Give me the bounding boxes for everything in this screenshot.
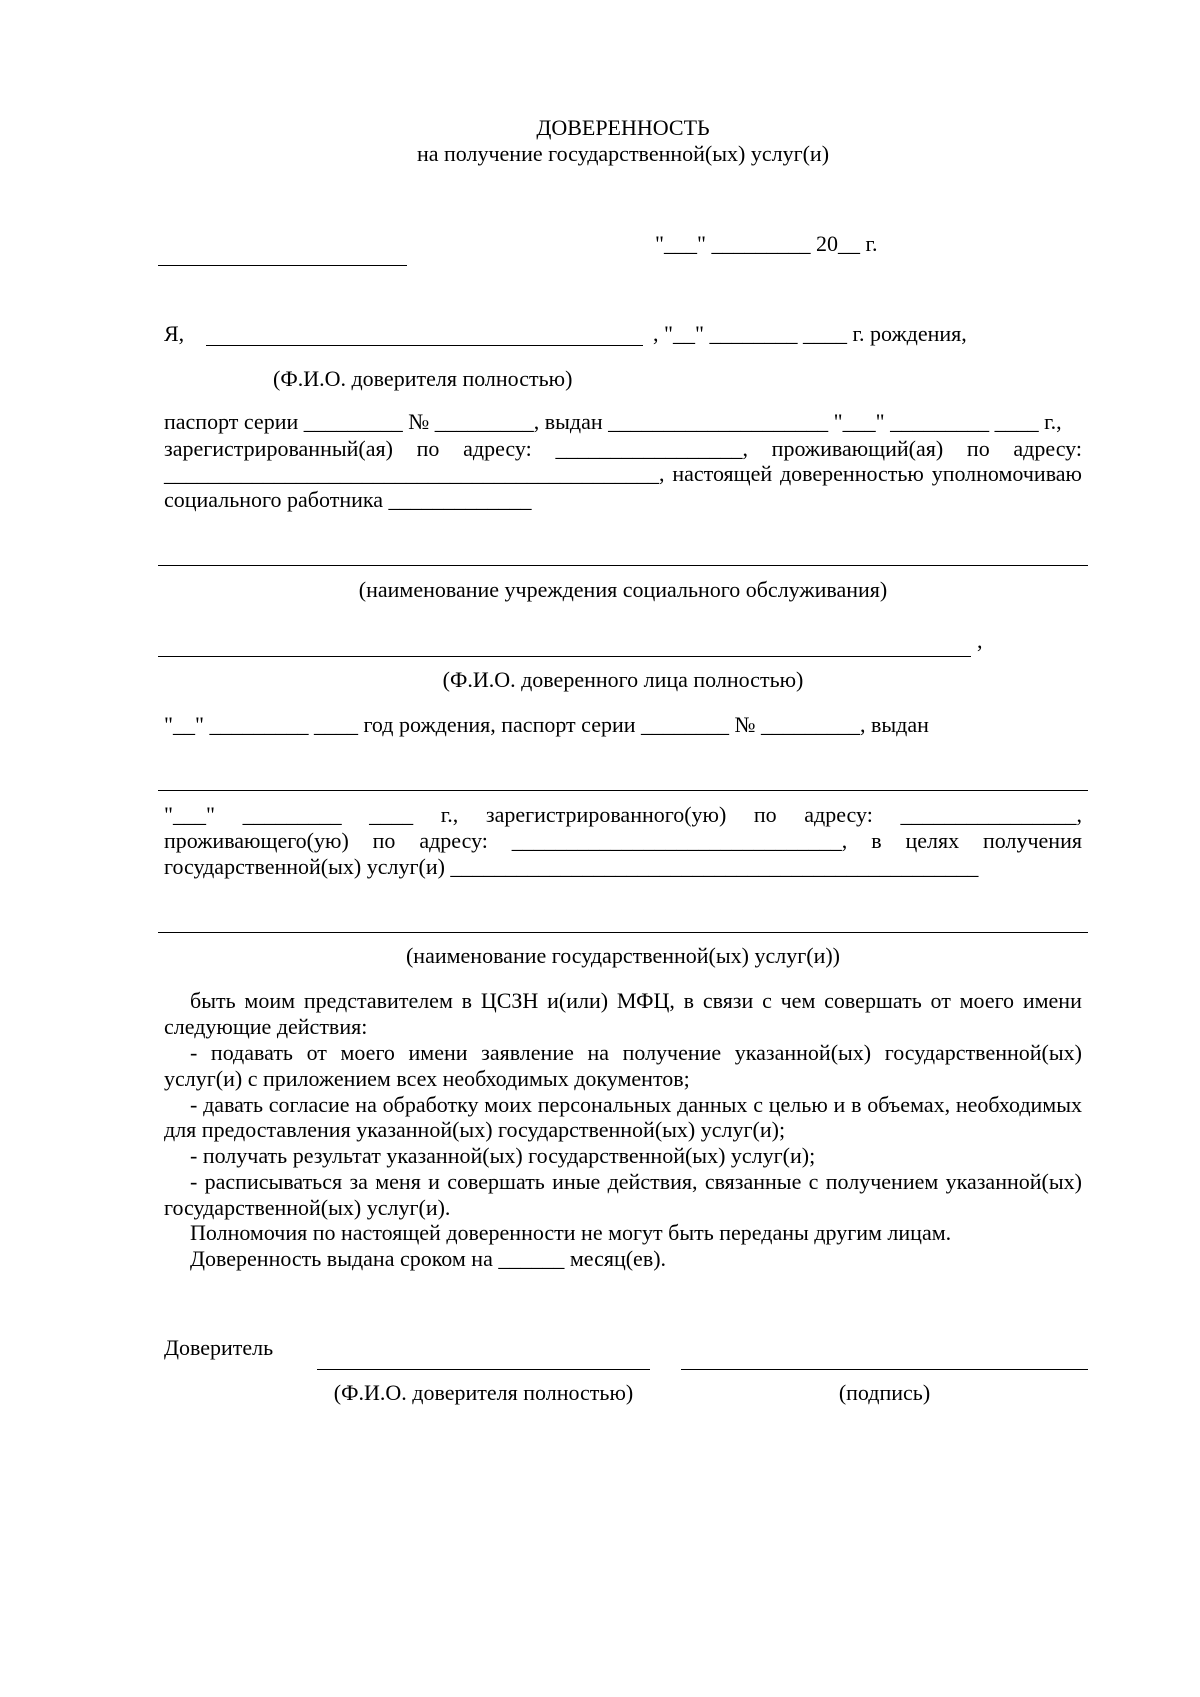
paragraph-5-line-1 xyxy=(190,1169,1082,1195)
word: действия, xyxy=(607,1169,698,1194)
word: и xyxy=(428,1169,440,1194)
word: на xyxy=(587,1040,609,1065)
word: адресу: xyxy=(804,802,873,827)
word: моим xyxy=(244,988,296,1013)
passport-line-2 xyxy=(164,436,1082,462)
word: проживающего(ую) xyxy=(164,828,349,853)
word: по xyxy=(372,828,396,853)
word: по xyxy=(416,436,440,461)
word: за xyxy=(349,1169,368,1194)
word: персональных xyxy=(537,1092,672,1117)
word: в xyxy=(871,828,882,853)
word: адресу: xyxy=(419,828,488,853)
word: ______________________________, xyxy=(511,828,848,853)
word: связанные xyxy=(704,1169,802,1194)
word: "___" xyxy=(164,802,215,827)
word: зарегистрированного(ую) xyxy=(485,802,727,827)
signature-sign-line xyxy=(681,1369,1088,1370)
word: по xyxy=(753,802,777,827)
services-line xyxy=(158,932,1088,933)
word: моих xyxy=(484,1092,532,1117)
word: проживающий(ая) xyxy=(771,436,944,461)
word: - xyxy=(190,1169,198,1194)
word: обработку xyxy=(382,1092,479,1117)
signature-name-line xyxy=(317,1369,650,1370)
paragraph-3-line-1 xyxy=(190,1092,1082,1118)
grantor-name-caption: (Ф.И.О. доверителя полностью) xyxy=(273,366,573,391)
attorney-comma: , xyxy=(977,628,983,653)
signature-name-caption: (Ф.И.О. доверителя полностью) xyxy=(333,1380,634,1405)
attorney-issuer-line xyxy=(158,790,1088,791)
word: моего xyxy=(959,988,1015,1013)
word: - xyxy=(190,1040,198,1065)
grantor-intro: Я, xyxy=(164,321,185,346)
word: - xyxy=(190,1092,198,1117)
word: имени xyxy=(408,1040,468,1065)
word: государственной(ых) xyxy=(884,1040,1082,1065)
word: получение xyxy=(622,1040,722,1065)
services-caption: (наименование государственной(ых) услуг(и)) xyxy=(405,943,841,968)
paragraph-5-line-2: государственной(ых) услуг(и). xyxy=(164,1195,451,1220)
word: ________________, xyxy=(900,802,1082,827)
word: МФЦ, xyxy=(616,988,675,1013)
word: _________________, xyxy=(555,436,748,461)
word: необходимых xyxy=(955,1092,1082,1117)
word: целью xyxy=(768,1092,828,1117)
word: _________ xyxy=(242,802,342,827)
word: с xyxy=(808,1169,819,1194)
place-blank-line xyxy=(158,265,407,266)
word: данных xyxy=(677,1092,748,1117)
institution-line xyxy=(158,565,1088,566)
passport-line-3 xyxy=(164,461,1082,487)
word: имени xyxy=(1022,988,1082,1013)
word: совершать xyxy=(447,1169,545,1194)
passport-line-4: социального работника _____________ xyxy=(164,487,532,512)
word: заявление xyxy=(481,1040,574,1065)
paragraph-6: Полномочия по настоящей доверенности не могут быть переданы другим лицам. xyxy=(190,1220,952,1245)
word: ____ xyxy=(369,802,414,827)
word: на xyxy=(355,1092,377,1117)
signature-label: Доверитель xyxy=(164,1335,274,1360)
word: связи xyxy=(702,988,754,1013)
word: целях xyxy=(905,828,960,853)
word: с xyxy=(753,1092,763,1117)
institution-caption: (наименование учреждения социального обслуживания) xyxy=(358,577,888,602)
word: иные xyxy=(552,1169,601,1194)
grantor-birth-date: , "__" ________ ____ г. рождения, xyxy=(653,321,967,346)
word: в xyxy=(683,988,695,1013)
paragraph-3-line-2: для предоставления указанной(ых) государственной(ых) услуг(и); xyxy=(164,1117,786,1142)
word: уполномочиваю xyxy=(931,461,1082,486)
word: объемах, xyxy=(867,1092,951,1117)
word: в xyxy=(461,988,473,1013)
word: зарегистрированный(ая) xyxy=(164,436,393,461)
word: адресу: xyxy=(1013,436,1082,461)
word: г., xyxy=(440,802,459,827)
paragraph-2-line-2: услуг(и) с приложением всех необходимых документов; xyxy=(164,1066,690,1091)
passport-line-1: паспорт серии _________ № _________, выдан ____________________ "___" _________ ____ г., xyxy=(164,409,1062,434)
word: согласие xyxy=(268,1092,350,1117)
grantor-name-line xyxy=(206,345,643,346)
word: от xyxy=(306,1040,327,1065)
word: моего xyxy=(340,1040,395,1065)
word: чем xyxy=(780,988,816,1013)
word: и(или) xyxy=(547,988,609,1013)
word: получением xyxy=(825,1169,939,1194)
attorney-name-line xyxy=(158,656,971,657)
attorney-line-3 xyxy=(164,828,1082,854)
word: указанной(ых) xyxy=(945,1169,1082,1194)
word: адресу: xyxy=(463,436,532,461)
paragraph-1-line-2: следующие действия: xyxy=(164,1014,368,1039)
paragraph-4: - получать результат указанной(ых) государственной(ых) услуг(и); xyxy=(190,1143,816,1168)
word: подавать xyxy=(210,1040,293,1065)
word: _____________________________________________, xyxy=(164,461,665,486)
attorney-line-4: государственной(ых) услуг(и) ________________________________________________ xyxy=(164,854,979,879)
word: указанной(ых) xyxy=(734,1040,872,1065)
paragraph-2-line-1 xyxy=(190,1040,1082,1066)
paragraph-1-line-1 xyxy=(190,988,1082,1014)
word: быть xyxy=(190,988,236,1013)
signature-sign-caption: (подпись) xyxy=(838,1380,931,1405)
word: представителем xyxy=(303,988,453,1013)
word: настоящей xyxy=(672,461,773,486)
date-line: "___" _________ 20__ г. xyxy=(655,231,878,256)
attorney-line-1: "__" _________ ____ год рождения, паспорт серии ________ № _________, выдан xyxy=(164,712,929,737)
attorney-name-caption: (Ф.И.О. доверенного лица полностью) xyxy=(442,667,804,692)
word: доверенностью xyxy=(779,461,924,486)
word: с xyxy=(762,988,772,1013)
word: по xyxy=(966,436,990,461)
word: совершать xyxy=(824,988,922,1013)
word: от xyxy=(930,988,951,1013)
word: ЦСЗН xyxy=(480,988,539,1013)
word: и xyxy=(833,1092,846,1117)
document-title: ДОВЕРЕННОСТЬ xyxy=(536,115,710,140)
word: получения xyxy=(983,828,1082,853)
attorney-line-2 xyxy=(164,802,1082,828)
word: расписываться xyxy=(204,1169,343,1194)
word: меня xyxy=(375,1169,421,1194)
document-subtitle: на получение государственной(ых) услуг(и) xyxy=(416,141,830,166)
paragraph-7: Доверенность выдана сроком на ______ месяц(ев). xyxy=(190,1246,667,1271)
word: давать xyxy=(203,1092,264,1117)
word: в xyxy=(851,1092,862,1117)
